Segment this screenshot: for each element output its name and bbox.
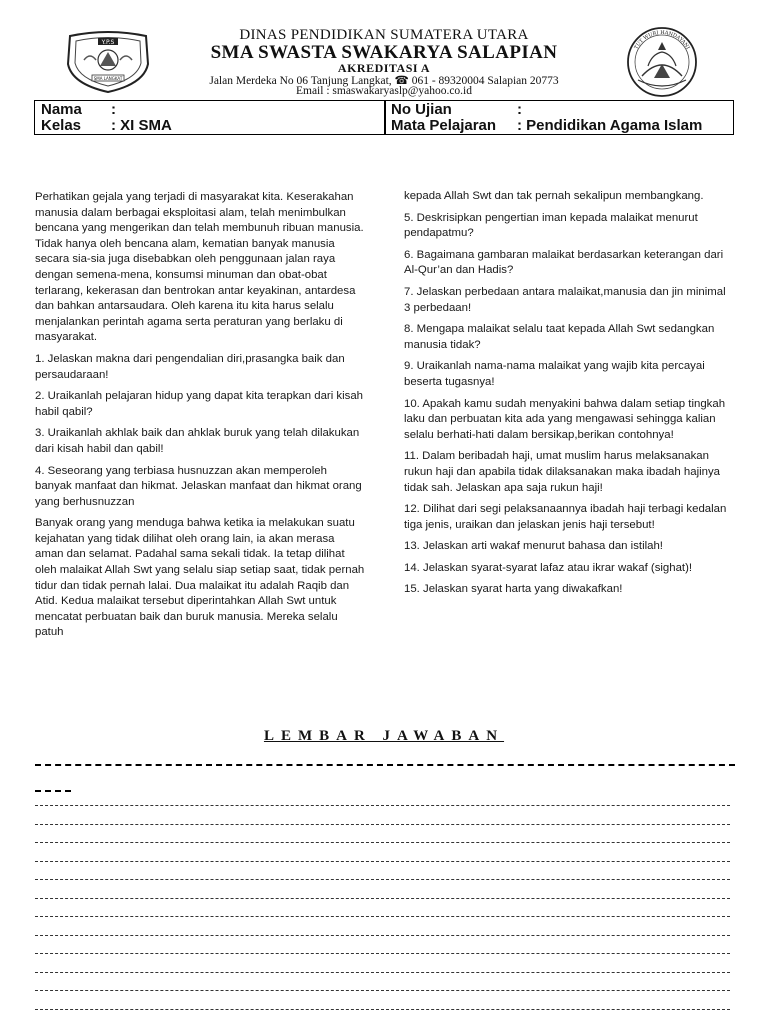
answer-line[interactable] xyxy=(35,916,730,918)
answer-sheet-title-text: LEMBAR JAWABAN xyxy=(263,728,505,744)
answer-line[interactable] xyxy=(35,861,730,863)
answer-line-heavy[interactable] xyxy=(35,764,735,770)
kelas-value: : XI SMA xyxy=(111,117,172,134)
answer-line-heavy-short[interactable] xyxy=(35,790,71,796)
student-identity-box xyxy=(34,100,734,135)
answer-line[interactable] xyxy=(35,879,730,881)
question-7: 7. Jelaskan perbedaan antara malaikat,manusia dan jin minimal 3 perbedaan! xyxy=(404,285,726,314)
answer-line[interactable] xyxy=(35,953,730,955)
letterhead xyxy=(0,0,768,100)
accreditation: AKREDITASI A xyxy=(337,61,431,75)
kelas-row xyxy=(41,118,172,134)
question-2: 2. Uraikanlah pelajaran hidup yang dapat kita terapkan dari kisah habil qabil? xyxy=(35,390,364,418)
answer-sheet-title xyxy=(0,728,768,745)
answer-line[interactable] xyxy=(35,824,730,826)
answer-line[interactable] xyxy=(35,990,730,992)
left-column xyxy=(35,190,365,647)
mata-pelajaran-row xyxy=(391,118,702,134)
intro-passage-2-continued: kepada Allah Swt dan tak pernah sekalipun membangkang. xyxy=(404,190,704,202)
agency-name: DINAS PENDIDIKAN SUMATERA UTARA xyxy=(239,27,529,43)
question-6: 6. Bagaimana gambaran malaikat berdasarkan keterangan dari Al-Qur’an dan Hadis? xyxy=(404,248,724,277)
question-13: 13. Jelaskan arti wakaf menurut bahasa dan istilah! xyxy=(404,540,663,553)
answer-line[interactable] xyxy=(35,898,730,900)
identity-divider xyxy=(384,101,386,134)
nama-label: Nama xyxy=(41,101,82,118)
nama-value[interactable]: : xyxy=(111,101,116,118)
question-9: 9. Uraikanlah nama-nama malaikat yang wajib kita percayai beserta tugasnya! xyxy=(404,360,705,388)
question-12: 12. Dilihat dari segi pelaksanaannya ibadah haji terbagi kedalan tiga jenis, uraikan dan jelaskan jenis haji tersebut! xyxy=(404,503,727,531)
svg-text:TUT WURI HANDAYANI: TUT WURI HANDAYANI xyxy=(633,29,691,51)
no-ujian-row xyxy=(391,102,522,118)
nama-row xyxy=(41,102,116,118)
answer-line[interactable] xyxy=(35,805,730,807)
no-ujian-value[interactable]: : xyxy=(517,101,522,118)
school-name: SMA SWASTA SWAKARYA SALAPIAN xyxy=(210,42,558,63)
question-1: 1. Jelaskan makna dari pengendalian diri,prasangka baik dan persaudaraan! xyxy=(35,352,345,381)
answer-line[interactable] xyxy=(35,972,730,974)
no-ujian-label: No Ujian xyxy=(391,101,452,118)
tut-wuri-handayani-logo-icon xyxy=(618,24,706,100)
question-14: 14. Jelaskan syarat-syarat lafaz atau ikrar wakaf (sighat)! xyxy=(404,561,693,574)
school-logo-icon xyxy=(64,30,152,94)
question-15: 15. Jelaskan syarat harta yang diwakafkan! xyxy=(404,583,623,596)
svg-text:Y.P.S: Y.P.S xyxy=(101,39,115,46)
question-10: 10. Apakah kamu sudah menyakini bahwa dalam setiap tingkah laku dan perbuatan kita ada yang mengawasi sehingga kalian selalu berhati-hati dalam bersikap,berikan contohnya! xyxy=(404,397,726,441)
right-column xyxy=(404,189,734,604)
answer-line[interactable] xyxy=(35,935,730,937)
school-email: Email : smaswakaryaslp@yahoo.co.id xyxy=(295,85,473,97)
question-3: 3. Uraikanlah akhlak baik dan ahklak buruk yang telah dilakukan dari kisah habil dan qabil! xyxy=(35,427,360,455)
intro-passage-2: Banyak orang yang menduga bahwa ketika ia melakukan suatu kejahatan yang tidak dilihat oleh orang lain, ia akan merasa aman dan selamat. Padahal sama sekali tidak. Ia tetap dilihat oleh malaikat Allah Swt yang selalu siap setiap saat, tidak pernah tidur dan tidak pernah lalai. Dua malaikat itu adalah Raqib dan Atid. Kedua malaikat tersebut diperintahkan Allah Swt untuk mencatat perbuatan baik dan buruk manusia. Mereka selalu patuh xyxy=(35,517,365,639)
question-8: 8. Mengapa malaikat selalu taat kepada Allah Swt sedangkan manusia tidak? xyxy=(404,323,715,351)
kelas-label: Kelas xyxy=(41,117,82,134)
svg-text:SMA LANGKAT: SMA LANGKAT xyxy=(93,76,123,81)
school-address: Jalan Merdeka No 06 Tanjung Langkat, ☎ 061 - 89320004 Salapian 20773 xyxy=(209,75,559,87)
mata-pelajaran-value: : Pendidikan Agama Islam xyxy=(517,117,703,134)
answer-line[interactable] xyxy=(35,842,730,844)
question-11: 11. Dalam beribadah haji, umat muslim harus melaksanakan rukun haji dan apabila tidak dilaksanakan maka ibadah hajinya tidak sah. Jelaskan apa saja rukun haji! xyxy=(404,450,720,494)
question-5: 5. Deskrisipkan pengertian iman kepada malaikat menurut pendapatmu? xyxy=(404,211,698,240)
intro-passage-1: Perhatikan gejala yang terjadi di masyarakat kita. Keserakahan manusia dalam berbagai eksploitasi alam, telah menimbulkan bencana yang mengerikan dan telah membunuh ribuan manusia. Tidak hanya oleh bencana alam, kematian banyak manusia secara sia-sia juga disebabkan oleh penggunaan jalan raya dengan semena-mena, konsumsi minuman dan obat-obat terlarang, kekerasan dan bentrokan antar keyakinan, antardesa dan bahkan antarsaudara. Oleh karena itu kita harus selalu menjalankan perintah agama serta peraturan yang berlaku di masyarakat. xyxy=(35,191,364,344)
question-4: 4. Seseorang yang terbiasa husnuzzan akan memperoleh banyak manfaat dan hikmat. Jelaskan manfaat dan hikmat orang yang berhusnuzzan xyxy=(35,464,362,508)
mata-pelajaran-label: Mata Pelajaran xyxy=(391,117,497,134)
answer-line[interactable] xyxy=(35,1009,730,1011)
